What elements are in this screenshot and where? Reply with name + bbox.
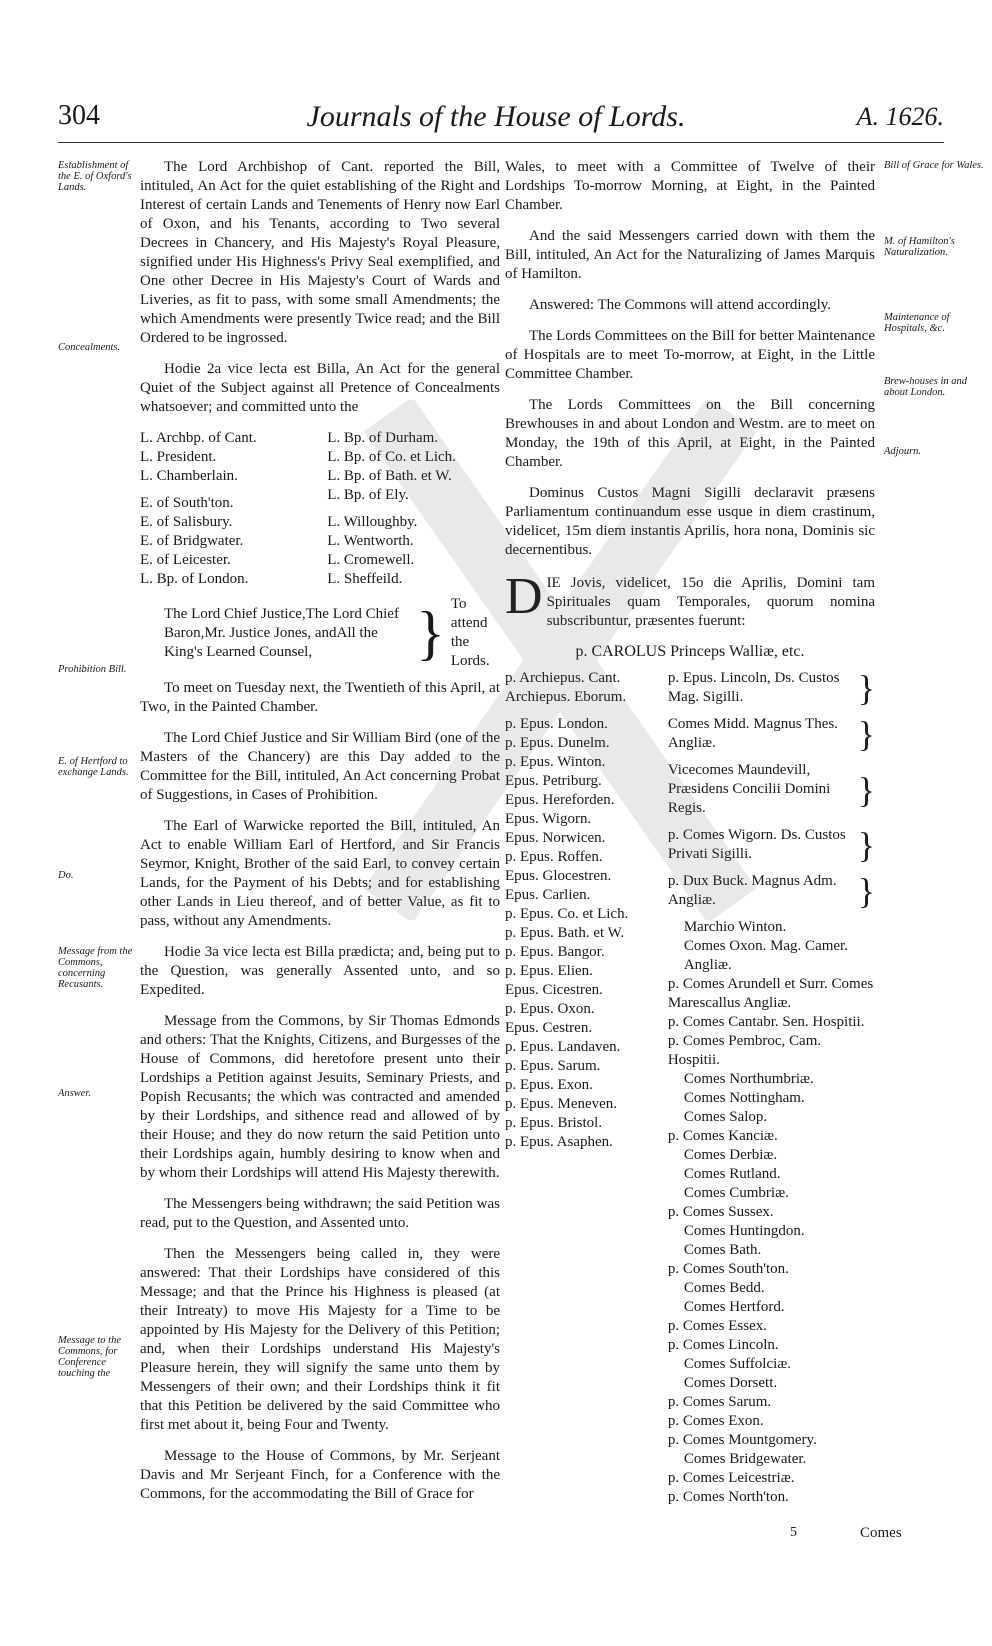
bishop-entry: p. Epus. Dunelm. [505,735,610,751]
committee-member: E. of Leicester. [140,552,231,568]
bishop-entry: Epus. Carlien. [505,887,591,903]
brace: } [857,871,875,911]
peer-entry: p. Comes Essex. [667,1318,767,1334]
committee-member: E. of Bridgwater. [140,533,244,549]
margin-note: Concealments. [58,342,121,353]
signature-mark: 5 [790,1525,797,1540]
peer-entry: p. Comes Exon. [667,1413,764,1429]
peer-entry: Comes Oxon. Mag. Camer. Angliæ. [683,938,848,973]
margin-note: Prohibition Bill. [58,664,127,675]
bishop-entry: p. Epus. Winton. [505,754,606,770]
drop-initial: D [505,568,543,625]
paragraph: Message to the House of Commons, by Mr. Serjeant Davis and Mr Serjeant Finch, for a Conference with the Commons, for the accommodating the Bill of Grace for [140,1448,500,1502]
officer-group [668,826,875,864]
committee-member: L. Bp. of Bath. et W. [327,468,452,484]
committee-member: L. President. [140,449,217,465]
left-column [140,158,500,1516]
margin-note: Message to the Commons, for Conference touching the [58,1335,121,1379]
committee-member: L. Chamberlain. [140,468,238,484]
committee-member: L. Bp. of London. [140,571,249,587]
peer-entry: p. Comes Arundell et Surr. Comes Marescallus Angliæ. [667,976,874,1011]
margin-note: Do. [58,870,74,881]
bishop-entry: Epus. Cicestren. [505,982,603,998]
committee-member: L. Bp. of Ely. [327,487,409,503]
peer-entry: Marchio Winton. [683,919,787,935]
page-title: Journals of the House of Lords. [306,100,686,133]
peer-entry: Comes Hertford. [683,1299,785,1315]
peer-entry: p. Comes Mountgomery. [667,1432,817,1448]
committee-member: L. Wentworth. [327,533,414,549]
brace: } [416,600,445,666]
peer-entry: Comes Bridgewater. [683,1451,807,1467]
peer-entry: Comes Salop. [683,1109,768,1125]
paragraph: The Lord Archbishop of Cant. reported the Bill, intituled, An Act for the quiet establishing of the Right and Interest of certain Lands and Tenements of Henry now Earl of Oxon, and his Tenants, according to Two several Decrees in Chancery, and His Majesty's Royal Pleasure, signified under His Highness's Privy Seal exemplified, and One other Decree in His Majesty's Court of Wards and Liveries, as fit to pass, with some small Amendments; the which Amendments were presently Twice read; and the Bill Ordered to be ingrossed. [140,159,500,346]
bishop-entry: p. Epus. Meneven. [505,1096,618,1112]
margin-note: Brew-houses in and about London. [884,376,968,398]
margin-note: Adjourn. [884,446,922,457]
officer-entry: p. Comes Wigorn. Ds. Custos Privati Sigilli. [667,827,846,862]
margin-note: Maintenance of Hospitals, &c. [884,312,950,334]
peer-entry: Comes Bath. [683,1242,762,1258]
committee-member: L. Archbp. of Cant. [140,430,257,446]
peer-entry: p. Comes Leicestriæ. [667,1470,795,1486]
peer-entry: Comes Bedd. [683,1280,765,1296]
header-rule [58,142,944,143]
brace: } [857,825,875,865]
peer-entry: p. Comes Pembroc, Cam. Hospitii. [667,1033,822,1068]
paragraph: Message from the Commons, by Sir Thomas Edmonds and others: That the Knights, Citizens, and Burgesses of the House of Commons, did heretofore present unto their Lordships a Petition against Jesuits, Seminary Priests, and Popish Recusants; the which was contracted and amended by their Lordships, and sithence read and allowed of by their House; and they do now return the said Petition unto their Lordships again, humbly desiring to know when and by whom their Lordships will attend His Majesty therewith. [140,1013,500,1181]
brace: } [857,769,875,810]
attendance-list [505,669,875,1507]
paragraph: Hodie 3a vice lecta est Billa prædicta; and, being put to the Question, was generally Assented unto, and so Expedited. [140,944,500,998]
temporal-list [668,669,875,1507]
judge-entry: Mr. Justice Jones, and [204,624,337,641]
officer-group [668,761,875,818]
peer-entry: Comes Cumbriæ. [683,1185,789,1201]
bishop-entry: p. Epus. Bath. et W. [505,925,625,941]
paragraph: Then the Messengers being called in, they were answered: That their Lordships have considered of this Message; and that the Prince his Highness is pleased (at their Intreaty) to move His Majesty for a Time to be appointed by His Majesty for the Delivery of this Petition; and, when their Lordships understand His Majesty's Pleasure herein, they will signify the same unto them by Messengers of their own; and their Lordships think it fit that this Petition be delivered by the said Committee who first met about it, being Four and Twenty. [140,1246,500,1433]
committee-list [140,429,500,589]
bishop-entry: Epus. Cestren. [505,1020,593,1036]
bishop-entry: p. Epus. Sarum. [505,1058,601,1074]
committee-member: L. Bp. of Durham. [327,430,439,446]
paragraph: Answered: The Commons will attend accordingly. [529,297,832,313]
bishop-entry: Epus. Wigorn. [505,811,592,827]
paragraph: Hodie 2a vice lecta est Billa, An Act for the general Quiet of the Subject against all Pretence of Concealments whatsoever; and committed unto the [140,361,500,415]
peer-entry: Comes Dorsett. [683,1375,778,1391]
sitting-heading [505,568,875,631]
peer-entry: p. Comes Lincoln. [667,1337,779,1353]
committee-member: L. Cromewell. [327,552,415,568]
bishop-entry: Archiepus. Eborum. [505,689,627,705]
margin-note: Bill of Grace for Wales. [884,160,984,171]
committee-member: E. of South'ton. [140,495,234,511]
bishop-entry: Epus. Petriburg. [505,773,602,789]
officer-group [668,715,875,753]
paragraph: To meet on Tuesday next, the Twentieth of this April, at Two, in the Painted Chamber. [140,680,500,715]
paragraph: The Lord Chief Justice and Sir William Bird (one of the Masters of the Chancery) are this Day added to the Committee for the Bill, intituled, An Act concerning Probat of Suggestions, in Cases of Prohibition. [140,730,500,803]
bishop-entry: p. Epus. Landaven. [505,1039,621,1055]
judges-block [164,595,500,671]
peer-entry: p. Comes South'ton. [667,1261,789,1277]
paragraph: The Lords Committees on the Bill concerning Brewhouses in and about London and Westm. are to meet on Monday, the 19th of this April, at Eight, in the Painted Chamber. [505,397,875,470]
page-header [0,100,992,140]
bishop-entry: p. Epus. Exon. [505,1077,593,1093]
margin-note: Establishment of the E. of Oxford's Lands. [58,160,132,193]
peer-entry: p. Comes North'ton. [667,1489,789,1505]
sitting-text: IE Jovis, videlicet, 15o die Aprilis, Domini tam Spirituales quam Temporales, quorum nomina subscribuntur, præsentes fuerunt: [546,575,875,629]
right-column [505,158,875,1507]
judge-entry: All the King's Learned Counsel, [164,624,378,660]
bishop-entry: Epus. Glocestren. [505,868,612,884]
judges-list [164,605,410,662]
judges-note: To attend the Lords. [450,596,490,669]
committee-list-right [327,429,500,589]
margin-note: Message from the Commons, concerning Recusants. [58,946,133,990]
judge-entry: The Lord Chief Baron, [164,605,399,641]
margin-note: E. of Hertford to exchange Lands. [58,756,129,778]
committee-member: L. Sheffeild. [327,571,403,587]
brace: } [857,668,875,708]
officer-entry: p. Epus. Lincoln, Ds. Custos Mag. Sigilli. [667,670,840,705]
brace: } [857,714,875,754]
officer-entry: p. Dux Buck. Magnus Adm. Angliæ. [667,873,837,908]
officer-entry: Vicecomes Maundevill, Præsidens Concilii Domini Regis. [667,762,831,816]
page-number: 304 [58,100,100,131]
peer-entry: p. Comes Cantabr. Sen. Hospitii. [667,1014,865,1030]
bishop-entry [505,707,660,715]
catchword: Comes [860,1525,902,1541]
paragraph: Wales, to meet with a Committee of Twelve of their Lordships To-morrow Morning, at Eight, in the Painted Chamber. [505,159,875,213]
bishop-entry: p. Epus. Co. et Lich. [505,906,629,922]
peer-entry: p. Comes Kanciæ. [667,1128,778,1144]
bishop-entry: p. Epus. Asaphen. [505,1134,613,1150]
paragraph: Dominus Custos Magni Sigilli declaravit præsens Parliamentum continuandum esse usque in diem crastinum, videlicet, 15m diem instantis Aprilis, hora nona, Dominis sic decernentibus. [505,485,875,558]
officer-entry: Comes Midd. Magnus Thes. Angliæ. [667,716,838,751]
peer-entry: p. Comes Sussex. [667,1204,774,1220]
committee-member [327,505,500,513]
bishop-entry: p. Epus. Oxon. [505,1001,595,1017]
peer-entry: Comes Derbiæ. [683,1147,778,1163]
bishop-entry: Epus. Norwicen. [505,830,606,846]
officers-list [668,669,875,910]
peer-entry: Comes Nottingham. [683,1090,805,1106]
officer-group [668,872,875,910]
bishop-entry: p. Epus. Elien. [505,963,593,979]
peers-list [668,918,875,1507]
margin-note: M. of Hamilton's Naturalization. [884,236,955,258]
paragraph: The Lords Committees on the Bill for better Maintenance of Hospitals are to meet To-morrow, at Eight, in the Little Committee Chamber. [505,328,875,382]
prince-line: p. CAROLUS Princeps Walliæ, etc. [575,643,805,660]
bishop-entry: p. Epus. Roffen. [505,849,603,865]
bishop-entry: p. Epus. Bristol. [505,1115,603,1131]
committee-member [140,486,313,494]
peer-entry: Comes Northumbriæ. [683,1071,814,1087]
paragraph: The Earl of Warwicke reported the Bill, intituled, An Act to enable William Earl of Hertford, and Sir Francis Seymor, Knight, Brother of the said Earl, to convey certain Lands, for the Payment of his Debts; and for establishing other Lands in Lieu thereof, and of better Value, as fit to pass, without any Amendments. [140,818,500,929]
officer-group [668,669,875,707]
page-year: A. 1626. [856,102,944,131]
peer-entry: p. Comes Sarum. [667,1394,772,1410]
bishop-entry: p. Epus. Bangor. [505,944,605,960]
peer-entry: Comes Huntingdon. [683,1223,805,1239]
paragraph: And the said Messengers carried down with them the Bill, intituled, An Act for the Naturalizing of James Marquis of Hamilton. [505,228,875,282]
committee-member: E. of Salisbury. [140,514,233,530]
committee-list-left [140,429,313,589]
bishop-entry: p. Epus. London. [505,716,608,732]
margin-note: Answer. [58,1088,91,1099]
committee-member: L. Bp. of Co. et Lich. [327,449,456,465]
judge-entry: The Lord Chief Justice, [164,605,306,622]
peer-entry: Comes Rutland. [683,1166,781,1182]
paragraph: The Messengers being withdrawn; the said Petition was read, put to the Question, and Assented unto. [140,1196,500,1231]
bishops-list [505,669,660,1507]
bishop-entry: p. Archiepus. Cant. [505,670,621,686]
bishop-entry: Epus. Hereforden. [505,792,615,808]
committee-member: L. Willoughby. [327,514,418,530]
peer-entry: Comes Suffolciæ. [683,1356,792,1372]
